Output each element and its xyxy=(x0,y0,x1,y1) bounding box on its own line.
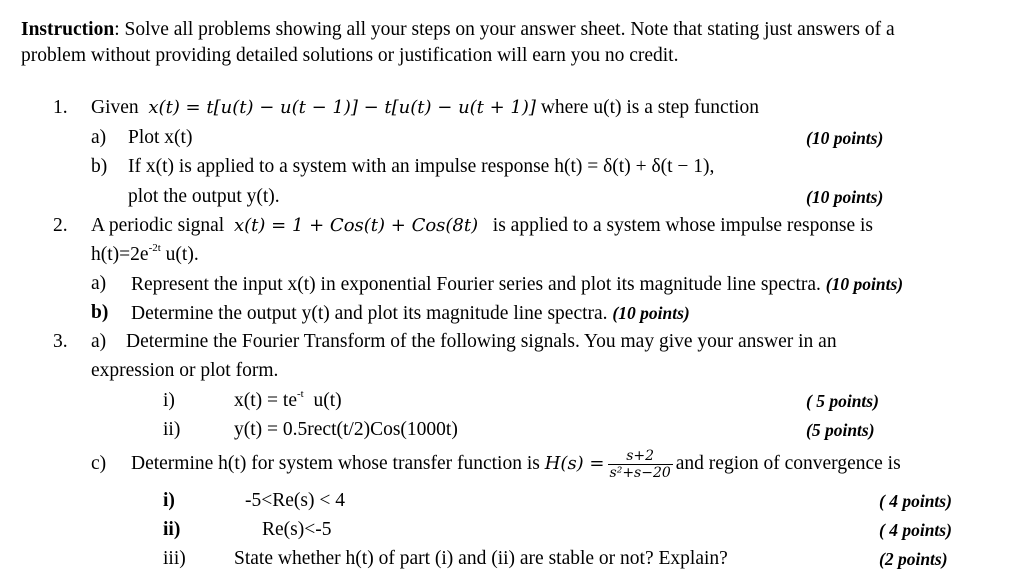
problem-3a-ii-label: ii) xyxy=(163,419,181,440)
problem-2-text-1: A periodic signal xyxy=(91,215,225,236)
instruction-text-1: : Solve all problems showing all your steps on your answer sheet. Note that stating just answers of a xyxy=(114,19,895,40)
problem-2-text-2: is applied to a system whose impulse response is xyxy=(492,215,873,236)
signal-x-a: x(t) = te xyxy=(234,390,297,411)
transfer-function-label: H(s) = xyxy=(544,453,605,474)
problem-2b-text: Determine the output y(t) and plot its magnitude line spectra. xyxy=(131,303,608,324)
problem-1-equation: x(t) = t[u(t) − u(t − 1)] − t[u(t) − u(t + 1)] xyxy=(148,97,536,118)
problem-3c-iii-label: iii) xyxy=(163,548,186,569)
problem-2a-line xyxy=(131,272,903,297)
problem-1a-label: a) xyxy=(91,127,107,148)
problem-2a-label: a) xyxy=(91,273,107,294)
signal-x-b: u(t) xyxy=(303,390,342,411)
transfer-function-denominator: s²+s−20 xyxy=(609,465,671,482)
problem-3c-text: Determine h(t) for system whose transfer function is xyxy=(131,453,540,474)
signal-x-exponent: -t xyxy=(296,388,304,400)
problem-3-number: 3. xyxy=(53,331,68,352)
problem-3c-line xyxy=(131,444,901,484)
problem-1-given: Given xyxy=(91,97,139,118)
problem-1-statement xyxy=(91,96,759,120)
problem-2-statement xyxy=(91,214,873,238)
problem-1a-points: (10 points) xyxy=(806,128,884,148)
problem-3c-ii-text: Re(s)<-5 xyxy=(262,519,332,540)
problem-3c-i-text: -5<Re(s) < 4 xyxy=(245,490,345,511)
problem-3a-text-2: expression or plot form. xyxy=(91,360,279,381)
problem-3a-text: Determine the Fourier Transform of the following signals. You may give your answer in an xyxy=(126,331,837,352)
problem-3c-iii-points: (2 points) xyxy=(879,549,948,569)
problem-3a-i-label: i) xyxy=(163,390,175,411)
problem-1b-text-2: plot the output y(t). xyxy=(128,186,280,207)
problem-1-number: 1. xyxy=(53,97,68,118)
problem-3a-i-points: ( 5 points) xyxy=(806,391,879,411)
problem-2a-points: (10 points) xyxy=(825,274,904,294)
problem-3a-label: a) xyxy=(91,331,107,352)
instruction-label: Instruction xyxy=(21,19,115,40)
problem-3c-ii-label: ii) xyxy=(163,519,181,540)
problem-2b-points: (10 points) xyxy=(612,303,690,323)
problem-1a-text: Plot x(t) xyxy=(128,127,193,148)
transfer-function-fraction xyxy=(608,448,673,481)
problem-3c-ii-points: ( 4 points) xyxy=(879,520,952,540)
impulse-response-b: u(t). xyxy=(160,244,199,265)
problem-2-equation: x(t) = 1 + Cos(t) + Cos(8t) xyxy=(233,215,479,236)
problem-3a-ii-points: (5 points) xyxy=(806,420,875,440)
impulse-response-exponent: -2t xyxy=(148,242,161,254)
impulse-response-a: h(t)=2e xyxy=(91,244,149,265)
problem-2-number: 2. xyxy=(53,215,68,236)
problem-1b-text: If x(t) is applied to a system with an impulse response h(t) = δ(t) + δ(t − 1), xyxy=(128,156,715,177)
problem-2b-label: b) xyxy=(91,302,109,323)
instruction-line-2: problem without providing detailed solutions or justification will earn you no credit. xyxy=(21,45,679,66)
problem-3c-label: c) xyxy=(91,453,107,474)
problem-1-tail: where u(t) is a step function xyxy=(540,97,760,118)
problem-2a-text: Represent the input x(t) in exponential Fourier series and plot its magnitude line spectra. xyxy=(131,274,821,295)
problem-1b-label: b) xyxy=(91,156,108,177)
transfer-function-numerator: s+2 xyxy=(608,448,673,465)
problem-2-impulse-response xyxy=(91,243,199,267)
problem-3a-i-expression xyxy=(234,389,342,413)
problem-3a-ii-expression: y(t) = 0.5rect(t/2)Cos(1000t) xyxy=(234,419,458,440)
problem-1b-points: (10 points) xyxy=(806,187,884,207)
problem-3c-i-points: ( 4 points) xyxy=(879,491,952,511)
problem-3c-i-label: i) xyxy=(163,490,175,511)
problem-3c-iii-text: State whether h(t) of part (i) and (ii) are stable or not? Explain? xyxy=(234,548,728,569)
problem-2b-line xyxy=(131,301,690,326)
problem-3c-tail: and region of convergence is xyxy=(675,453,901,474)
instruction-line-1 xyxy=(21,18,895,42)
